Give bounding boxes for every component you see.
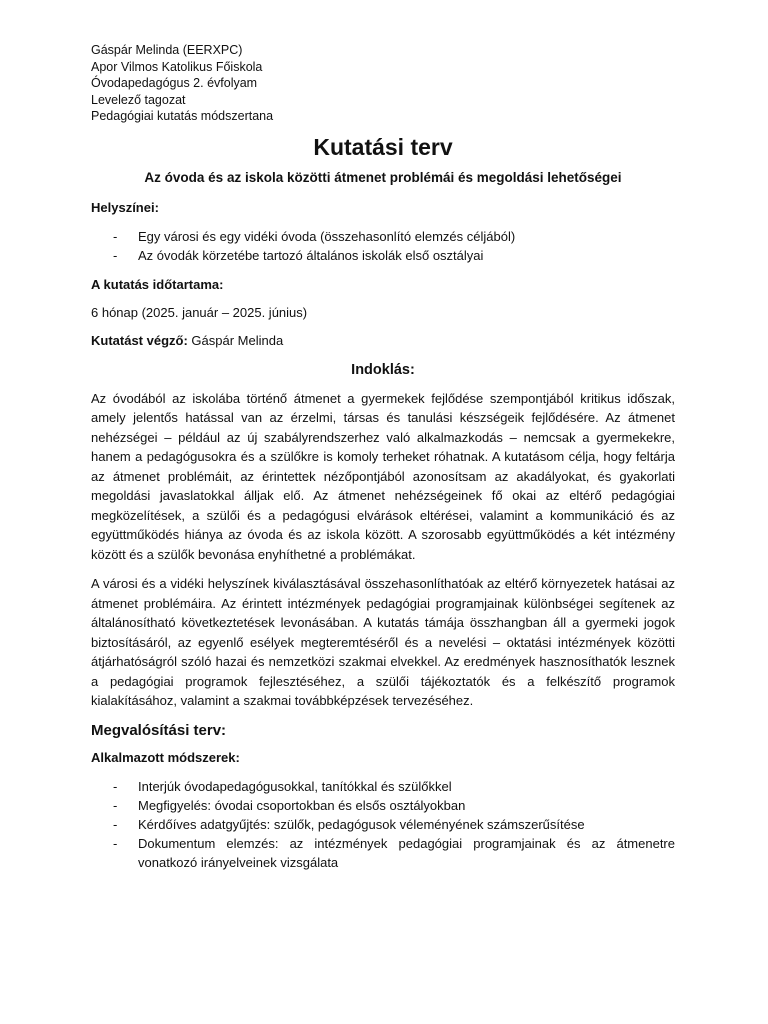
document-title: Kutatási terv — [313, 133, 453, 160]
dash-bullet: - — [113, 228, 118, 244]
dash-bullet: - — [113, 835, 118, 851]
list-item-text: Dokumentum elemzés: az intézmények pedagógiai programjainak és az átmenetre vonatkozó irányelveinek vizsgálata — [138, 835, 675, 870]
list-item — [91, 246, 675, 265]
implementation-heading: Megvalósítási terv: — [91, 721, 227, 739]
methods-label: Alkalmazott módszerek: — [91, 749, 240, 765]
justification-paragraph-2: A városi és a vidéki helyszínek kiválasztásával összehasonlíthatóak az eltérő környezetek hatásai az átmenet problémáira. Az érintett intézmények pedagógiai programjainak különbségei segítenek az általánosítható következtetések levonásában. A kutatás támája összhangban áll a gyermeki jogok biztosításáról, az egyenlő esélyek megteremtéséről és a nevelési – oktatási intézmények közötti átjárhatóságról szóló hazai és nemzetközi szakmai elvekkel. Az eredmények hasznosíthatók lesznek a pedagógiai programok fejlesztéséhez, a szülői tájékoztatók és a felkészítő programok kialakításához, valamint a szakmai továbbképzések tervezéséhez. — [91, 576, 675, 708]
dash-bullet: - — [113, 797, 118, 813]
duration-label: A kutatás időtartama: — [91, 276, 224, 292]
duration-value: 6 hónap (2025. január – 2025. június) — [91, 304, 308, 320]
list-item-text: Kérdőíves adatgyűjtés: szülők, pedagógusok véleményének számszerűsítése — [138, 816, 585, 832]
researcher-label: Kutatást végző: — [91, 332, 188, 348]
list-item — [91, 777, 675, 796]
author-header — [91, 42, 675, 125]
list-item — [91, 227, 675, 246]
list-item-text: Az óvodák körzetébe tartozó általános iskolák első osztályai — [138, 247, 484, 263]
header-program: Óvodapedagógus 2. évfolyam — [91, 76, 258, 90]
locations-label: Helyszínei: — [91, 199, 159, 215]
document-content — [91, 42, 675, 883]
list-item-text: Egy városi és egy vidéki óvoda (összehasonlító elemzés céljából) — [138, 228, 516, 244]
justification-paragraph-1: Az óvodából az iskolába történő átmenet a gyermekek fejlődése szempontjából kritikus időszak, amely jelentős hatással van az érzelmi, társas és tanulási készségeik fejlődésére. Az átmenet nehézségei – például az új szabályrendszerhez való alkalmazkodás – nemcsak a gyermekekre, hanem a pedagógusokra és a szülőkre is komoly terheket róhatnak. A kutatásom célja, hogy feltárja az átmenet problémáit, az érintettek nézőpontjából azonosítsam az akadályokat, és gyakorlati megoldási javaslatokkal álljak elő. Az átmenet nehézségeinek fő okai az eltérő pedagógiai megközelítések, a szülői és a pedagógusi elvárások eltérései, valamint a kommunikáció és az együttműködés hiánya az óvoda és az iskola között. A szorosabb együttműködés a két intézmény között és a szülők bevonása enyhíthetné a problémákat. — [91, 390, 675, 562]
list-item — [91, 796, 675, 815]
locations-list — [91, 227, 675, 265]
list-item-text: Interjúk óvodapedagógusokkal, tanítókkal és szülőkkel — [138, 778, 452, 794]
document-subtitle: Az óvoda és az iskola közötti átmenet problémái és megoldási lehetőségei — [144, 169, 622, 185]
researcher-line — [91, 332, 675, 350]
methods-list — [91, 777, 675, 872]
justification-heading: Indoklás: — [351, 361, 415, 378]
header-mode: Levelező tagozat — [91, 92, 186, 107]
list-item-text: Megfigyelés: óvodai csoportokban és elsős osztályokban — [138, 797, 466, 813]
header-course: Pedagógiai kutatás módszertana — [91, 109, 274, 123]
header-institution: Apor Vilmos Katolikus Főiskola — [91, 59, 263, 74]
header-author: Gáspár Melinda (EERXPC) — [91, 43, 243, 57]
list-item — [91, 815, 675, 834]
list-item — [91, 834, 675, 872]
dash-bullet: - — [113, 247, 118, 263]
researcher-value: Gáspár Melinda — [187, 332, 284, 348]
dash-bullet: - — [113, 778, 118, 794]
dash-bullet: - — [113, 816, 118, 832]
